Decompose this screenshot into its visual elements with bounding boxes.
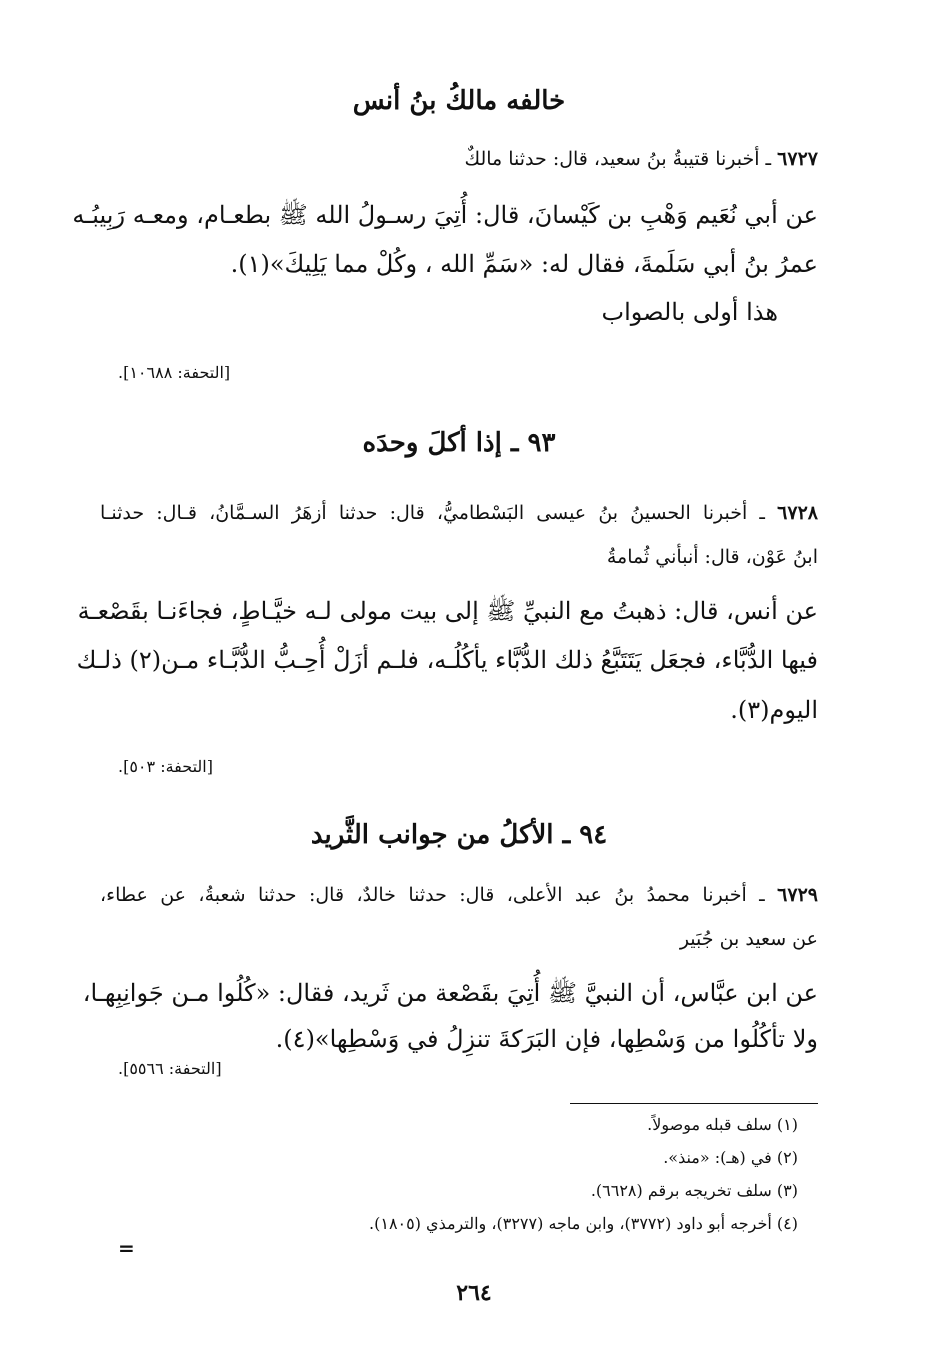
footnote-separator — [570, 1103, 818, 1104]
isnad-line: ٦٧٢٧ ـ أخبرنا قتيبةُ بنُ سعيد، قال: حدثنا مالكٌ — [464, 148, 818, 170]
footnote: (١) سلف قبله موصولاً. — [647, 1115, 798, 1134]
section-heading: خالفه مالكُ بنُ أنس — [352, 86, 566, 116]
matn-line: ولا تأكُلُوا من وَسْطِها، فإن البَرَكةَ تنزِلُ في وَسْطِها»(٤). — [275, 1025, 818, 1053]
matn-line: عمرُ بنُ أبي سَلَمةَ، فقال له: «سَمِّ الله ، وكُلْ مما يَلِيكَ»(١). — [230, 250, 818, 278]
matn-line: فيها الدُّبَّاء، فجعَل يَتَتَبَّعُ ذلك الدُّبَّاء يأكُلُـه، فلـم أزَلْ أُحِـبُّ الدُّبَّـاء مـن(٢) ذلـك — [76, 646, 818, 674]
matn-line: عن أنس، قال: ذهبتُ مع النبيِّ ﷺ إلى بيت مولى لـه خيَّـاطٍ، فجاءَنـا بقَصْعـة — [77, 597, 818, 625]
tuhfa-reference: [التحفة: ٥٠٣]. — [118, 757, 213, 776]
matn-line: عن ابن عبَّاس، أن النبيَّ ﷺ أُتِيَ بقَصْعة من ثَريد، فقال: «كُلُوا مـن جَوانِبِهـا، — [82, 979, 818, 1007]
continuation-mark: = — [118, 1236, 135, 1260]
isnad-line: ٦٧٢٩ ـ أخبرنا محمدُ بنُ عبد الأعلى، قال: حدثنا خالدٌ، قال: حدثنا شعبةُ، عن عطاء، — [100, 884, 818, 906]
matn-line: اليوم(٣). — [730, 696, 818, 724]
matn-line: هذا أولى بالصواب — [601, 298, 778, 326]
footnote: (٢) في (هـ): «منذ». — [663, 1148, 798, 1167]
isnad-line: ابنُ عَوْن، قال: أنبأني ثُمامةُ — [606, 546, 818, 568]
matn-line: عن أبي نُعَيم وَهْبِ بن كَيْسانَ، قال: أُتِيَ رسـولُ الله ﷺ بطعـام، ومعـه رَبِيبُـه — [72, 201, 818, 229]
tuhfa-reference: [التحفة: ٥٥٦٦]. — [118, 1059, 222, 1078]
hadith-number: ٦٧٢٨ — [777, 502, 818, 524]
tuhfa-reference: [التحفة: ١٠٦٨٨]. — [118, 363, 231, 382]
chapter-heading: ٩٤ ـ الأكلُ من جوانب الثَّريد — [310, 820, 608, 850]
footnote: (٣) سلف تخريجه برقم (٦٦٢٨). — [590, 1181, 798, 1200]
footnote: (٤) أخرجه أبو داود (٣٧٧٢)، وابن ماجه (٣٢٧٧)، والترمذي (١٨٠٥). — [369, 1214, 798, 1233]
page-number: ٢٦٤ — [456, 1280, 492, 1306]
chapter-heading: ٩٣ ـ إذا أكلَ وحدَه — [362, 428, 556, 458]
isnad-line: ٦٧٢٨ ـ أخبرنا الحسينُ بنُ عيسى البَسْطاميُّ، قال: حدثنا أزهَرُ السـمَّانُ، قـال: حدثنـا — [100, 502, 818, 524]
hadith-number: ٦٧٢٩ — [777, 884, 818, 906]
hadith-number: ٦٧٢٧ — [777, 148, 818, 170]
isnad-line: عن سعيد بن جُبَير — [679, 928, 818, 950]
